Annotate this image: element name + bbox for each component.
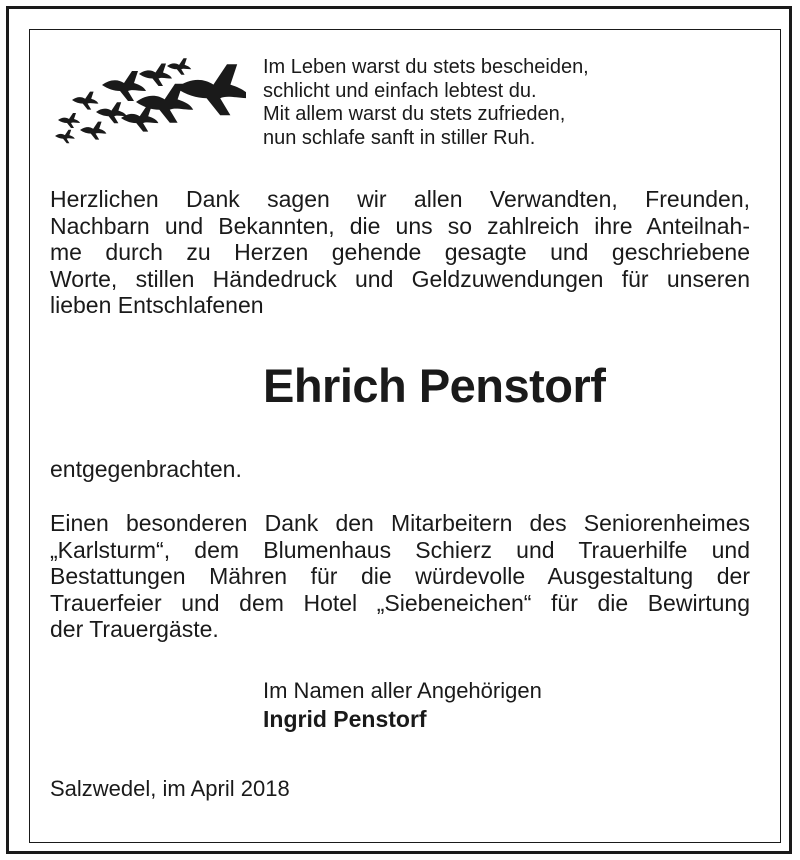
special-thanks-line: der Trauergäste. bbox=[50, 616, 219, 642]
poem-line: nun schlafe sanft in stiller Ruh. bbox=[263, 126, 536, 149]
bird bbox=[58, 113, 80, 128]
special-thanks-line: „Karlsturm“, dem Blumenhaus Schierz und Trauerhilfe und bbox=[50, 536, 750, 563]
thanks-line: Nachbarn und Bekannten, die uns so zahlreich ihre Anteilnah- bbox=[50, 212, 750, 239]
special-thanks-line: Bestattungen Mähren für die würdevolle Ausgestaltung der bbox=[50, 563, 750, 589]
bird bbox=[139, 64, 172, 87]
bird bbox=[167, 58, 191, 75]
thanks-paragraph bbox=[50, 186, 750, 319]
special-thanks-line: Trauerfeier und dem Hotel „Siebeneichen“ für die Bewirtung bbox=[50, 589, 750, 616]
bird bbox=[96, 102, 127, 123]
bird bbox=[102, 71, 146, 101]
signature-name: Ingrid Penstorf bbox=[263, 706, 427, 732]
flying-birds-icon bbox=[50, 52, 246, 148]
poem-line: Mit allem warst du stets zufrieden, bbox=[263, 103, 566, 125]
signature-intro: Im Namen aller Angehörigen bbox=[263, 678, 542, 703]
deceased-name: Ehrich Penstorf bbox=[263, 359, 606, 412]
thanks-line: Worte, stillen Händedruck und Geldzuwendungen für unseren bbox=[50, 265, 750, 292]
bird bbox=[80, 122, 106, 140]
thanks-line: lieben Entschlafenen bbox=[50, 292, 264, 318]
poem-line: Im Leben warst du stets bescheiden, bbox=[263, 56, 589, 78]
special-thanks-paragraph bbox=[50, 510, 750, 643]
place-date: Salzwedel, im April 2018 bbox=[50, 776, 290, 801]
after-name-text: entgegenbrachten. bbox=[50, 456, 242, 482]
bird bbox=[72, 92, 98, 110]
bird bbox=[121, 106, 158, 132]
memorial-poem bbox=[263, 56, 683, 150]
thanks-line: Herzlichen Dank sagen wir allen Verwandten, Freunden, bbox=[50, 186, 750, 212]
poem-line: schlicht und einfach lebtest du. bbox=[263, 79, 537, 102]
special-thanks-line: Einen besonderen Dank den Mitarbeitern des Seniorenheimes bbox=[50, 510, 750, 536]
thanks-line: me durch zu Herzen gehende gesagte und geschriebene bbox=[50, 239, 750, 265]
bird bbox=[55, 130, 75, 144]
